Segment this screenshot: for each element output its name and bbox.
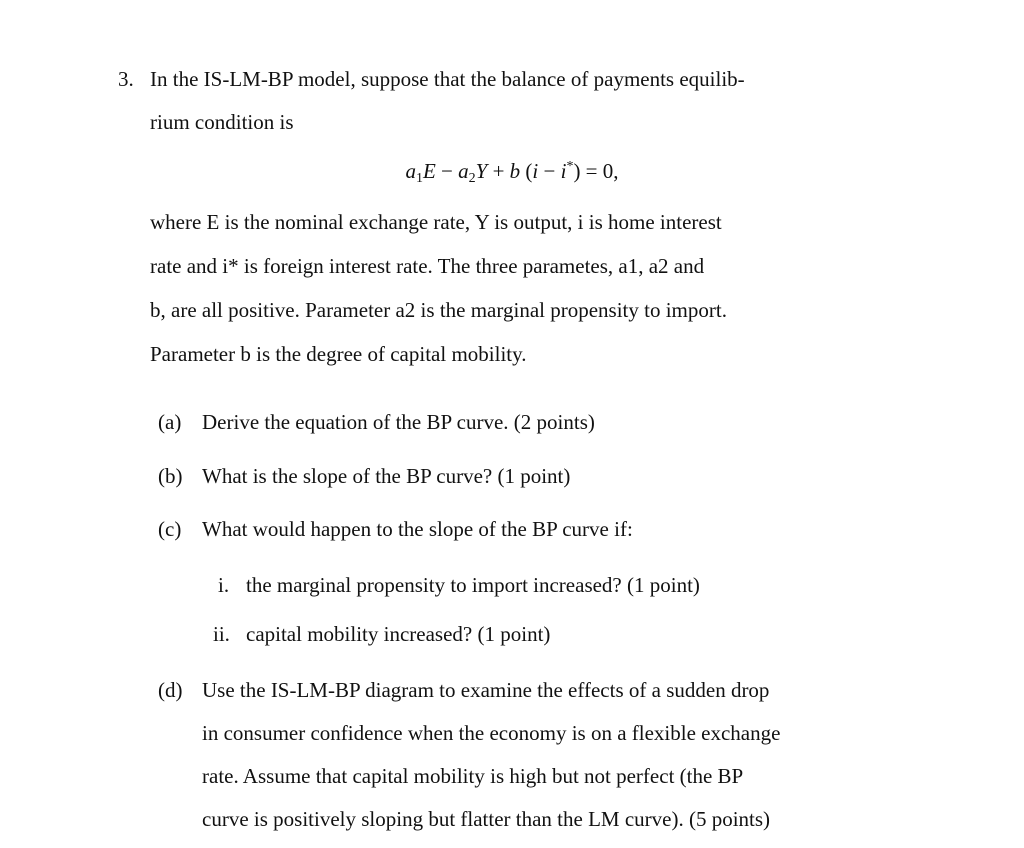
para-line-3: b, are all positive. Parameter a2 is the marginal propensity to import. xyxy=(150,298,727,322)
eq-a2: a xyxy=(458,159,469,183)
part-d-line-4: curve is positively sloping but flatter than the LM curve). (5 points) xyxy=(202,807,771,831)
eq-a1-sub: 1 xyxy=(415,171,423,186)
para-line-4: Parameter b is the degree of capital mobility. xyxy=(150,342,527,366)
part-d-line-3: rate. Assume that capital mobility is high but not perfect (the BP xyxy=(202,764,744,788)
eq-minus: − xyxy=(435,159,459,183)
eq-minus-2: − xyxy=(538,159,561,183)
eq-star: * xyxy=(566,159,574,174)
part-b-label: (b) xyxy=(158,464,183,488)
para-line-1: where E is the nominal exchange rate, Y is output, i is home interest xyxy=(150,210,722,234)
part-c-i-text: the marginal propensity to import increased? (1 point) xyxy=(246,573,700,597)
bp-equation xyxy=(0,154,1024,192)
eq-istar: i xyxy=(560,159,567,183)
part-c-ii-text: capital mobility increased? (1 point) xyxy=(246,622,551,646)
eq-paren-close: ) = 0, xyxy=(573,159,619,183)
eq-Y: Y xyxy=(475,159,488,183)
part-c-i-label: i. xyxy=(218,573,230,597)
eq-a1: a xyxy=(405,159,416,183)
part-c-ii-label: ii. xyxy=(213,622,230,646)
part-d-label: (d) xyxy=(158,678,183,702)
part-a-label: (a) xyxy=(158,410,182,434)
eq-b: b xyxy=(509,159,521,183)
eq-E: E xyxy=(422,159,436,183)
eq-paren-open: ( xyxy=(520,159,533,183)
intro-line-1: In the IS-LM-BP model, suppose that the balance of payments equilib- xyxy=(150,67,745,91)
eq-plus: + xyxy=(487,159,510,183)
part-d-line-1: Use the IS-LM-BP diagram to examine the effects of a sudden drop xyxy=(202,678,770,702)
part-c-label: (c) xyxy=(158,517,182,541)
eq-i: i xyxy=(532,159,539,183)
intro-line-2: rium condition is xyxy=(150,110,294,134)
part-a-text: Derive the equation of the BP curve. (2 points) xyxy=(202,410,595,434)
part-b-text: What is the slope of the BP curve? (1 point) xyxy=(202,464,571,488)
para-line-2: rate and i* is foreign interest rate. The three parametes, a1, a2 and xyxy=(150,254,705,278)
eq-a2-sub: 2 xyxy=(468,171,476,186)
part-c-text: What would happen to the slope of the BP curve if: xyxy=(202,517,633,541)
part-d-line-2: in consumer confidence when the economy is on a flexible exchange xyxy=(202,721,781,745)
question-number: 3. xyxy=(118,67,134,91)
